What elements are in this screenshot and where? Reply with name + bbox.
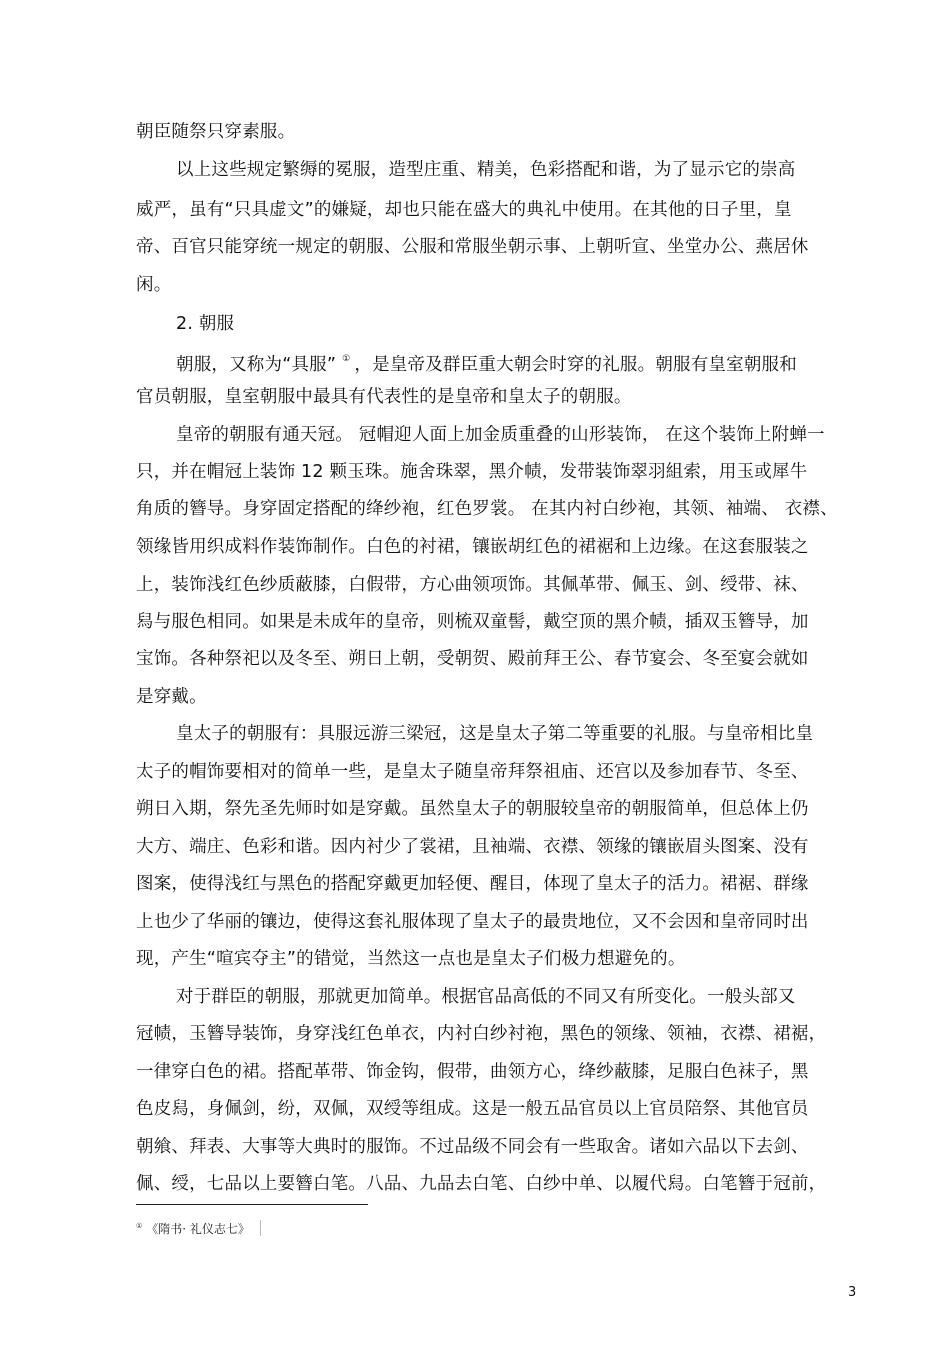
text-line: 闲。	[136, 275, 172, 295]
text-line	[176, 348, 797, 376]
text-line: 太子的帽饰要相对的简单一些，是皇太子随皇帝拜祭祖庙、还宫以及参加春节、冬至、	[136, 762, 809, 782]
text-line: 舄与服色相同。如果是未成年的皇帝，则梳双童髻，戴空顶的黑介帻，插双玉簪导，加	[136, 612, 809, 632]
section-heading: 2. 朝服	[176, 314, 235, 334]
text-line: 只，并在帽冠上装饰 12 颗玉珠。施舍珠翠，黑介帻，发带装饰翠羽組索，用玉或犀牛	[136, 462, 808, 482]
text-line: 上，装饰浅红色纱质蔽膝，白假带，方心曲领项饰。其佩革带、佩玉、剑、绶带、袜、	[136, 575, 809, 595]
text-line: 威严，虽有“只具虚文”的嫌疑，却也只能在盛大的典礼中使用。在其他的日子里，皇	[136, 200, 792, 220]
text-line: 一律穿白色的裙。搭配革带、饰金钩，假带，曲领方心，绛纱蔽膝，足服白色袜子，黑	[136, 1062, 809, 1082]
text-line: 现，产生“喧宾夺主”的错觉，当然这一点也是皇太子们极力想避免的。	[136, 949, 686, 969]
text-line: 朝臣随祭只穿素服。	[136, 122, 296, 142]
text-line: 对于群臣的朝服，那就更加简单。根据官品高低的不同又有所变化。一般头部又	[176, 987, 796, 1007]
text-line: 是穿戴。	[136, 687, 207, 707]
text-line: 皇太子的朝服有：具服远游三梁冠，这是皇太子第二等重要的礼服。与皇帝相比皇	[176, 724, 814, 744]
page-number: 3	[848, 1285, 857, 1300]
text-line: 皇帝的朝服有通天冠。 冠帽迎人面上加金质重叠的山形装饰， 在这个装饰上附蝉一	[176, 425, 825, 445]
text-line: 帝、百官只能穿统一规定的朝服、公服和常服坐朝示事、上朝听宣、坐堂办公、燕居休	[136, 237, 809, 257]
text-cursor	[260, 1220, 261, 1236]
footnote-text: 《隋书· 礼仪志七》	[146, 1222, 250, 1236]
text-line: 色皮舄，身佩剑，纷，双佩，双绶等组成。这是一般五品官员以上官员陪祭、其他官员	[136, 1099, 809, 1119]
text-line: 冠帻，玉簪导装饰，身穿浅红色单衣，内衬白纱衬袍，黑色的领缘、领袖，衣襟、裙裾，	[136, 1024, 827, 1044]
text-line: 佩、绶，七品以上要簪白笔。八品、九品去白笔、白纱中单、以履代舄。白笔簪于冠前，	[136, 1174, 827, 1194]
text-line: 朝飨、拜表、大事等大典时的服饰。不过品级不同会有一些取舍。诸如六品以下去剑、	[136, 1137, 809, 1157]
footnote	[136, 1218, 261, 1237]
text-line: 朔日入期，祭先圣先师时如是穿戴。虽然皇太子的朝服较皇帝的朝服简单，但总体上仍	[136, 799, 809, 819]
footnote-divider	[136, 1204, 368, 1205]
text-line: 官员朝服，皇室朝服中最具有代表性的是皇帝和皇太子的朝服。	[136, 387, 632, 407]
text-segment: 朝服，又称为“具服”	[176, 355, 337, 375]
text-line: 大方、端庄、色彩和谐。因内衬少了裳裙，且袖端、衣襟、领缘的镶嵌眉头图案、没有	[136, 837, 809, 857]
footnote-reference[interactable]: ①	[342, 354, 351, 364]
text-line: 上也少了华丽的镶边，使得这套礼服体现了皇太子的最贵地位，又不会因和皇帝同时出	[136, 912, 809, 932]
text-line: 宝饰。各种祭祀以及冬至、朔日上朝，受朝贺、殿前拜王公、春节宴会、冬至宴会就如	[136, 649, 809, 669]
text-line: 以上这些规定繁缛的冕服，造型庄重、精美，色彩搭配和谐，为了显示它的崇高	[176, 160, 796, 180]
text-segment: ，是皇帝及群臣重大朝会时穿的礼服。朝服有皇室朝服和	[354, 355, 797, 375]
text-line: 领缘皆用织成料作装饰制作。白色的衬裙，镶嵌胡红色的裙裾和上边缘。在这套服装之	[136, 537, 809, 557]
text-line: 角质的簪导。身穿固定搭配的绛纱袍，红色罗裳。 在其内衬白纱袍，其领、袖端、 衣襟、	[136, 499, 838, 519]
footnote-mark: ①	[136, 1222, 143, 1230]
text-line: 图案，使得浅红与黑色的搭配穿戴更加轻便、醒目，体现了皇太子的活力。裙裾、群缘	[136, 874, 809, 894]
